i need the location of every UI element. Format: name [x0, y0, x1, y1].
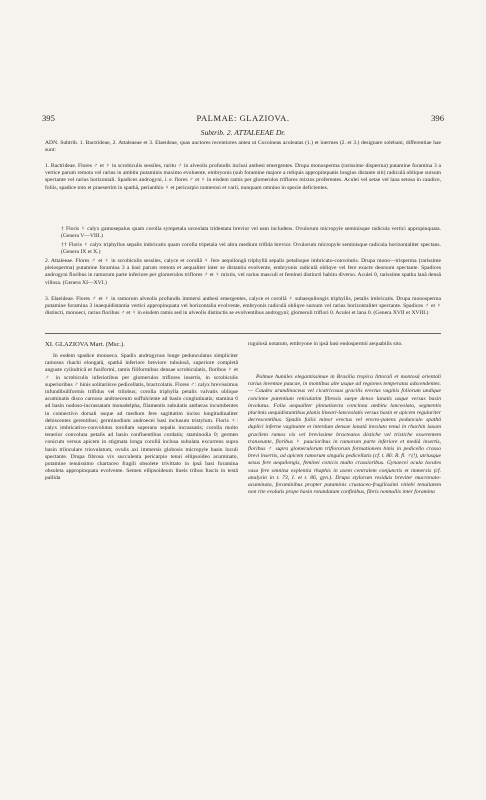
seed-description-continued: rugulosâ notatum, embryone in ipsâ basi endospermii aequabilis sito. [248, 341, 403, 347]
page-number-left: 395 [42, 113, 55, 123]
left-column [45, 341, 238, 733]
key-subitem-2: †† Floris ♀ calyx triphyllus sepalis imbricatis quam corolla tripetala vel altra medium trifida brevior. Ovulorum micropyle seminisque radicula horizontaliter spectans. (Genera IX et X.) [61, 242, 441, 256]
key-item-elaeideae: 3. Elaeideae. Flores ♂ et ♀ in ramorum alveolis profundis immersi anthesi emergentes, calyce et corollâ ♀ subaequilongis triphyllis, petalis imbricatis. Drupa monosperma putamine foramina 3 inaequidistantia vertici appropinquata vel horizontalia evolvente, embryonis radiculâ obliqve sursum vel rarius horizontaliter spectante. Spadices ♂ et ♀ distincti, monoeci, rarius floribus ♂ et ♀ in eisdem ramis sed in alveolis distinctis se evolventibus androgyni; glomeruli triflori 0. Aculei et lana 0. (Genera XVII et XVIII.) [45, 296, 441, 317]
genus-heading: XI. GLAZIOVA Mart. (Msc.). [45, 341, 125, 348]
key-item-bactrideae: 1. Bactrideae. Flores ♂ et ♀ in scrobiculis sessiles, raritu ♂ in alveolis profundis inclusi anthesi emergentes. Drupa monosperma (rarissime disperma) putamine foramina 3 a vertice parum remota vel rarius in ambitu putaminis maximo evoluente, embryonis (sub foramine majore a reliquis appropinquatis longius distante siti) radiculâ oblique sursum spectante vel rarius horizontali. Spadices androgyni, i. e. flores ♂ et ♀ in eisdem ramis per glomerulos triflores mixtos proferentes. Aculei vel setae vel lana setosa in caudice, foliis, spadice toto et praesertim in spathâ, perianthio ♀ et pericarpio numerosi et varii, nunquam omnino in specie deficientes. [45, 163, 441, 191]
running-title: PALMAE: GLAZIOVA. [196, 113, 290, 123]
key-item-attaleeae: 2. Attaleeae. Flores ♂ et ♀ in scrobiculis sessiles, calyce et corollâ ♀ fere aequilongâ triphyllâ sepalis petalisque imbricato-convolutis. Drupa mono—trisperma (rarissime pleiosperma) putamine foramina 3 a basi parum remota et aequaliter inter se distantia evolvente, embryonis radiculâ obliqve vel fere exacte deorsum spectante. Spadices androgyni floribus in ramorum parte inferiore per glomerulos triflores ♂ et ♀ mixtis, vel rarius masculi et feminei distincti habitu diverso. Aculei 0, rarissime spatha lanâ densâ villosa. (Genera XI—XVI.) [45, 258, 441, 286]
right-column [248, 341, 441, 755]
genus-description: In eodem spadice monoeca. Spadix androgynus longe pedunculatus simpliciter ramosus rhachi elongatâ, spathâ inferiore breviore tubulosâ, superiore completâ anguste cylindricâ et fusiformi, ramis filiformibus densae scrobiculatis, floribus ♀ et ♂ in scrobiculis inferioribus per glomerulos triflores insertis, in scrobiculis superioribus ♂ binis solitariisve pedicellatis, bractcolatis. Flores ♂: calyx brevissimus infundibuliformis trifidus vel trilobus; corolla triphylla petalis valvatis oblique acuminatis disco carnoso androeceum suffulciente ad basin conglutinatis; stamina 6 ad basin nodoso-incrassatam monadelpha, filamentis subulatis antheras incumbentes in connectivo dorsali usque ad medium fere sagittatim inciso longitudinaliter dehiscentes gerentibus; germinodium androecei basi inclusum tristylum. Floris ♀: calyx imbricativo-convolutus torollam superans sepalis incrassatis; corolla multo tenerior convoluta petalis ad basin confluentibus cordatis; staminodia 0; germen conicum versus apicem in stigmata longa corollâ inclusa subulata excurrens supra basin triloculare triovulatum, ovulis axi immersis globosis micropyle basin loculi spectante. Drupa fibrosa vix succulenta pericarpio tenui ellipsoideo acuminato, putamine tenuissimo chartaceo fragili obsolete trivittato in ipsâ basi foramina obsoleta appropinquata evolvente. Semen ellipsoideum lineis tribus fuscis in testâ pallida [45, 353, 238, 482]
running-header [42, 113, 444, 125]
section-divider [45, 333, 441, 334]
key-section [45, 163, 441, 342]
subtribe-heading: Subtrib. 2. ATTALEEAE Dr. [200, 128, 286, 137]
key-subitem-1: † Floris ♀ calyx gamosepalus quam corolla sympetala urceolata tridentata brevior vel eam includens. Ovulorum micropyle seminisque radicula vertici appropinquata. (Genera V—VIII.) [61, 226, 441, 240]
species-habit-description: Palmae humiles elegantissimae in Brasilia tropica littorali et montosâ orientali rarius inventae paucae, in montibus alte usque ad regiones temperatas adscendentes. — Caudex arundinaceus vel cicatricosus gracilis erectus vaginis foliorum undique concinne patentium reticulatim fibrosis saepe denso lanatis usque versus basin involutus. Folia aequaliter pinnatisecta concinna ambitu lanceolata, segmentis plurimis aequidistantibus planis lineari-lanceolatis versus basin et apicem regulariter decrescentibus. Spadix foliis minor erectus vel erecto-patens pedunculo spathâ duplici inferne vaginante et interdum densae lanatâ involuto tenui in rhachin laxam gracilem ramos vix vel brevissime bracteatos distiche vel tristiche exserentem transeunte, floribus ♀ paucioribus in ramorum parte inferiore et mediâ insertis, floribus ♂ supra glomerulorum triflororum formationem binis in pedicello crasso brevi insertis, ad apicem ramorum singulis pedicellatis (cf. t. 86: R. fl. ♂(!), utriusque sexus fere aequilongis, feminei conicis multo crassioribus. Gynaecei ocula locules vasa fere omnina explentia rhaphis in axem centralem conjunctis et immersis (cf. analysin in t. 73, I. et t. 86, gyn.). Drupa stylorum residuis breviter mucronato-acuminata, foraminibus propter putaminis crustaceo-fragilissimi vitiebi tenuitatem non rite evolutis prope basin rotundatam confinibus, fibris nonnullis inter foramina [248, 374, 441, 496]
page-number-right: 396 [431, 113, 444, 123]
intro-paragraph: ADN. Subtrib. 1. Bactrideae, 2. Attaleaeae et 3. Elaeideae, quas auctores recentiores antea ut Cocoineas aculeatas (1.) et inermes (2. et 3.) designare solebant, differentiae hae sunt: [45, 140, 441, 154]
